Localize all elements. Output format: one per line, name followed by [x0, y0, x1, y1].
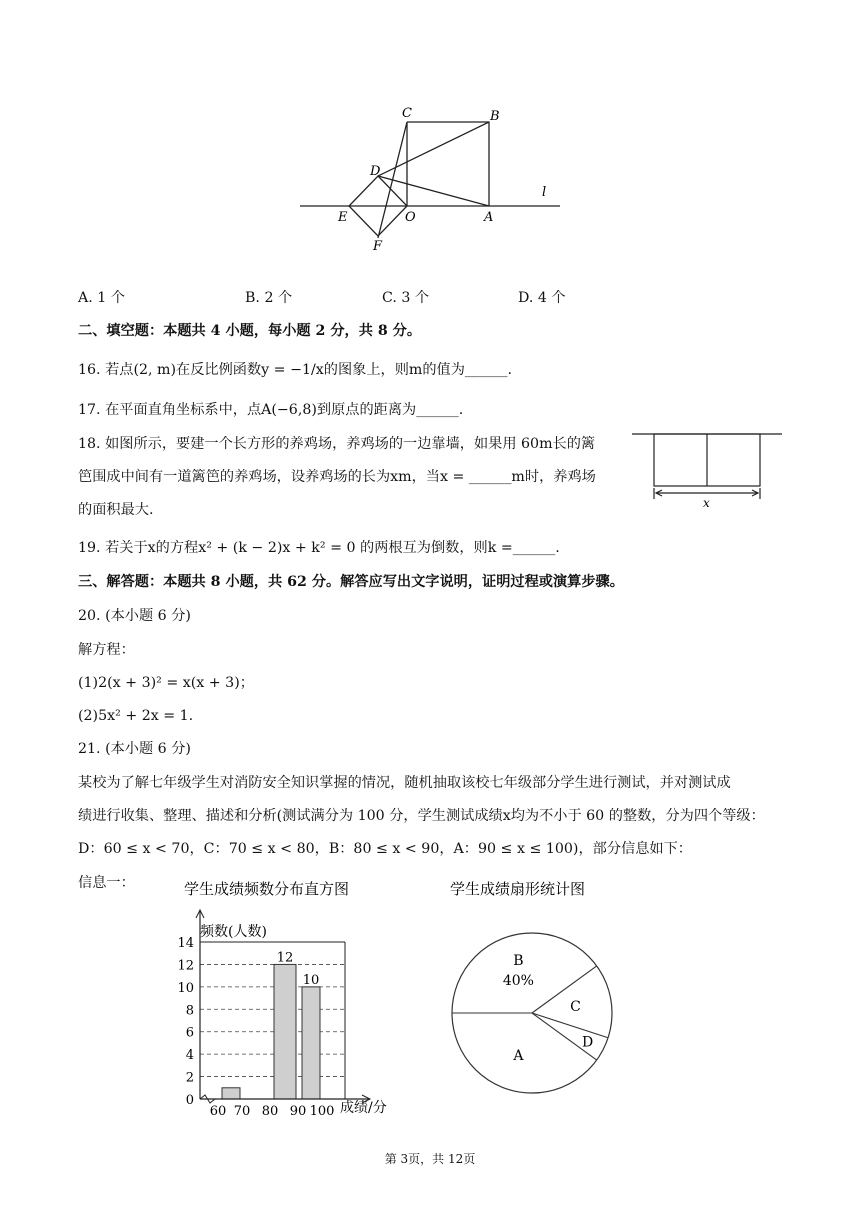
pie-slice-label: A	[513, 1047, 524, 1064]
question-18-line-2: 笆围成中间有一道篱笆的养鸡场，设养鸡场的长为xm，当x = ______m时，养鸡场	[78, 469, 596, 485]
question-21-title: 21. (本小题 6 分)	[78, 741, 191, 757]
histogram-chart	[160, 872, 430, 1124]
geometry-figure	[290, 100, 580, 260]
y-tick-label: 14	[177, 936, 194, 951]
section-2-heading: 二、填空题：本题共 4 小题，每小题 2 分，共 8 分。	[78, 323, 422, 339]
pie-slice-label: D	[581, 1034, 594, 1051]
square-abco	[407, 122, 489, 206]
histogram-bar	[302, 987, 320, 1099]
question-16: 16. 若点(2, m)在反比例函数y = −1/x的图象上，则m的值为______.	[78, 362, 512, 378]
x-tick-label: 90	[289, 1104, 307, 1119]
y-tick-label: 12	[177, 958, 194, 974]
label-o: O	[405, 210, 416, 225]
y-tick-label: 4	[185, 1048, 194, 1064]
question-20-part-1: (1)2(x + 3)² = x(x + 3)；	[78, 675, 254, 691]
bar-data-label: 10	[302, 972, 320, 988]
y-tick-label: 10	[177, 980, 194, 996]
label-f: F	[373, 239, 383, 254]
question-21-line-1: 某校为了解七年级学生对消防安全知识掌握的情况，随机抽取该校七年级部分学生进行测试，并对测试成	[78, 775, 731, 791]
histogram-bar	[274, 964, 296, 1099]
question-17: 17. 在平面直角坐标系中，点A(−6,8)到原点的距离为______.	[78, 402, 464, 418]
histogram-bar	[222, 1088, 240, 1099]
option-a: A. 1 个	[78, 290, 125, 306]
option-b: B. 2 个	[245, 290, 293, 306]
question-20-intro: 解方程：	[78, 642, 135, 658]
pie-slice-label: C	[570, 999, 581, 1016]
pie-slice-percent: 40%	[502, 973, 534, 990]
question-21-line-3: D：60 ≤ x < 70，C：70 ≤ x < 80，B：80 ≤ x < 90，A：90 ≤ x ≤ 100)，部分信息如下：	[78, 841, 692, 857]
histogram-title: 学生成绩频数分布直方图	[184, 880, 350, 898]
y-tick-label: 2	[185, 1070, 194, 1086]
option-d: D. 4 个	[518, 290, 566, 306]
question-21-line-2: 绩进行收集、整理、描述和分析(测试满分为 100 分，学生测试成绩x均为不小于 60 的整数，分为四个等级：	[78, 808, 765, 824]
y-tick-label: 0	[185, 1093, 194, 1108]
y-tick-label: 8	[185, 1003, 194, 1019]
label-a: A	[484, 210, 494, 225]
question-20-part-2: (2)5x² + 2x = 1.	[78, 708, 194, 724]
page-footer: 第 3页，共 12页	[384, 1152, 476, 1166]
x-tick-label: 100	[309, 1104, 335, 1119]
info-one-label: 信息一：	[78, 875, 135, 891]
bar-data-label: 12	[276, 950, 294, 966]
histogram-xlabel: 成绩/分	[340, 1100, 387, 1116]
label-l: l	[542, 185, 547, 200]
label-c: C	[402, 106, 412, 121]
option-c: C. 3 个	[382, 290, 430, 306]
histogram-ylabel: 频数(人数)	[200, 924, 267, 940]
pie-chart	[440, 872, 630, 1112]
pie-title: 学生成绩扇形统计图	[450, 880, 586, 898]
label-e: E	[338, 210, 348, 225]
question-18-line-1: 18. 如图所示，要建一个长方形的养鸡场，养鸡场的一边靠墙，如果用 60m长的篱	[78, 436, 596, 452]
chicken-yard-figure	[632, 433, 782, 511]
pie-slice-label: B	[513, 953, 524, 970]
question-20-title: 20. (本小题 6 分)	[78, 608, 191, 624]
label-b: B	[490, 109, 500, 124]
question-18-line-3: 的面积最大.	[78, 502, 154, 518]
x-tick-label: 80	[261, 1104, 279, 1119]
section-3-heading: 三、解答题：本题共 8 小题，共 62 分。解答应写出文字说明，证明过程或演算步骤。	[78, 574, 624, 590]
x-label: x	[703, 496, 710, 510]
x-tick-label: 60	[209, 1104, 227, 1119]
y-tick-label: 6	[185, 1025, 194, 1041]
x-tick-label: 70	[233, 1104, 251, 1119]
question-19: 19. 若关于x的方程x² + (k − 2)x + k² = 0 的两根互为倒数，则k =______.	[78, 540, 560, 556]
label-d: D	[370, 164, 381, 179]
